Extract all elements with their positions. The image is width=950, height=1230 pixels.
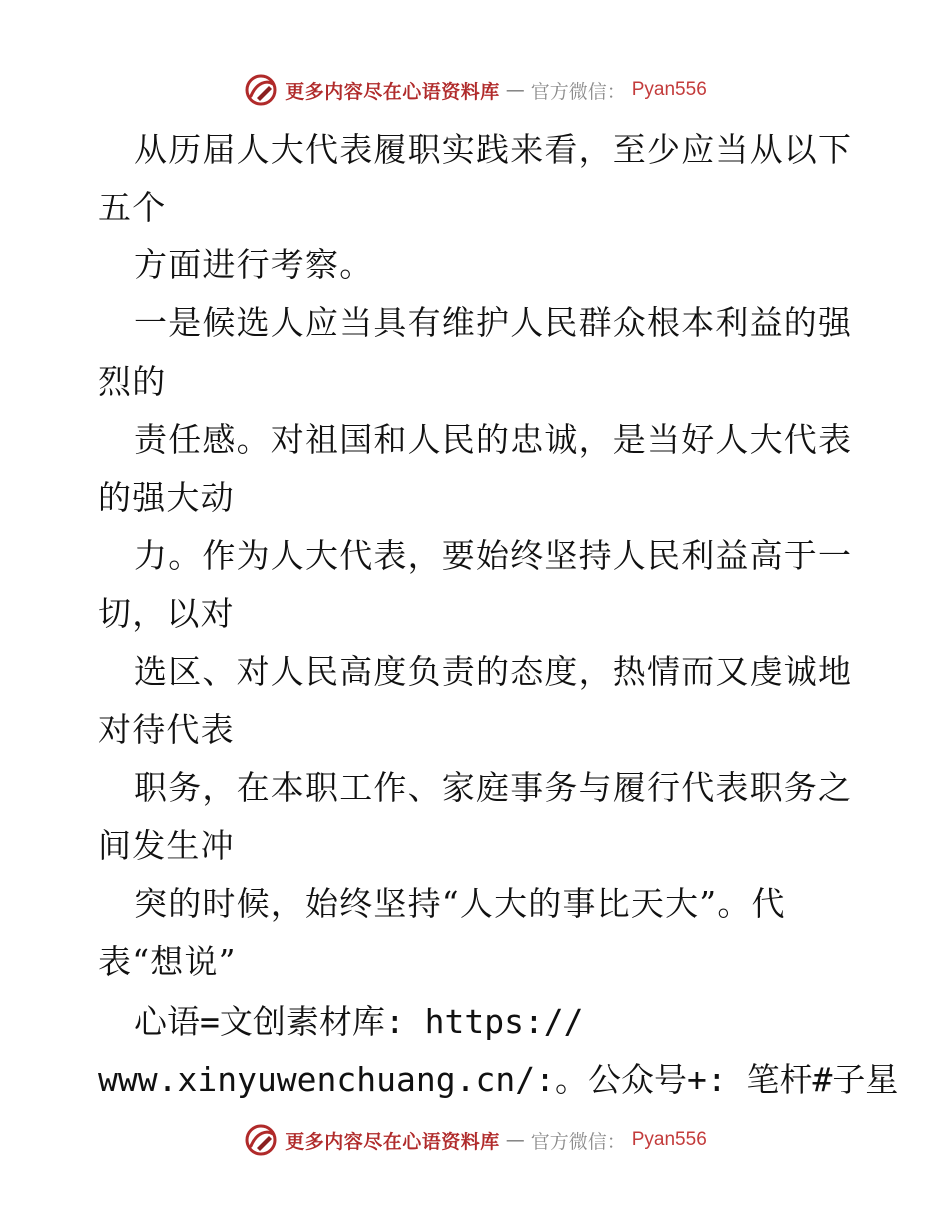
text-line: 力。作为人大代表，要始终坚持人民利益高于一 — [134, 536, 853, 575]
watermark-wechat-id: Pyan556 — [631, 1129, 707, 1150]
text-line: www.xinyuwenchuang.cn/:。公众号+: 笔杆#子星 — [98, 1060, 899, 1099]
text-line: 心语=文创素材库: https:// — [134, 1002, 584, 1041]
text-line: 从历届人大代表履职实践来看，至少应当从以下 — [134, 130, 853, 169]
text-line: 职务，在本职工作、家庭事务与履行代表职务之 — [134, 768, 853, 807]
text-line: 责任感。对祖国和人民的忠诚，是当好人大代表 — [134, 420, 853, 459]
text-line: 的强大动 — [98, 478, 235, 517]
text-line: 一是候选人应当具有维护人民群众根本利益的强 — [134, 303, 853, 342]
red-pen-swirl-logo-icon — [243, 72, 279, 108]
watermark-wechat-id: Pyan556 — [631, 79, 707, 100]
text-line: 烈的 — [98, 362, 167, 401]
header-watermark — [0, 70, 950, 110]
watermark-dash: — — [505, 79, 525, 101]
text-line: 五个 — [98, 188, 167, 227]
watermark-title: 更多内容尽在心语资料库 — [285, 1130, 500, 1153]
watermark-title: 更多内容尽在心语资料库 — [285, 80, 500, 103]
watermark-dash: — — [505, 1129, 525, 1151]
footer-watermark — [0, 1120, 950, 1160]
text-line: 表“想说” — [98, 942, 237, 981]
text-line: 选区、对人民高度负责的态度，热情而又虔诚地 — [134, 652, 853, 691]
text-line: 切，以对 — [98, 594, 235, 633]
text-line: 对待代表 — [98, 710, 235, 749]
red-pen-swirl-logo-icon — [243, 1122, 279, 1158]
watermark-official-label: 官方微信： — [530, 1130, 626, 1153]
text-line: 突的时候，始终坚持“人大的事比天大”。代 — [134, 884, 786, 923]
watermark-official-label: 官方微信： — [530, 80, 626, 103]
text-line: 方面进行考察。 — [134, 245, 374, 284]
text-line: 间发生冲 — [98, 826, 235, 865]
